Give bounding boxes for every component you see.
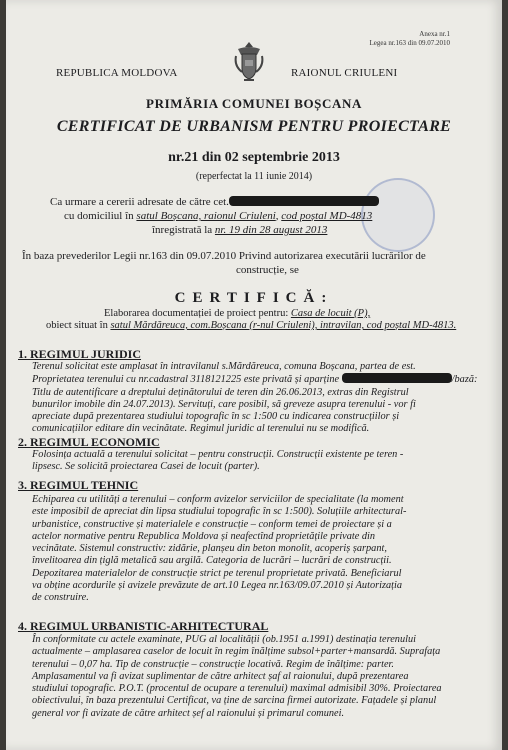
purpose-line-2 (46, 320, 456, 331)
certifies-heading: CERTIFICĂ: (174, 290, 334, 306)
legal-basis-line-1: În baza prevederilor Legii nr.163 din 09.07.2010 Privind autorizarea executării lucrărilor de (22, 250, 426, 262)
juridic-line: Titlu de autentificare a dreptului deținătorului de teren din 26.06.2013, extras din Registrul (32, 386, 409, 398)
tehnic-line: vecinătate. Sistemul constructiv: zidărie, planșeu din beton monolit, acoperiș șarpant, (32, 543, 387, 555)
domicile-value: satul Boșcana, raionul Criuleni (136, 210, 276, 222)
request-line-2: cu domiciliul în satul Boșcana, raionul Criuleni, cod poștal MD-4813 (64, 210, 373, 222)
urbanistic-line: obiectivului, în baza prezentului Certificat, va ține de sarcina firmei autorizate. Fațadele și planul (32, 695, 437, 707)
tehnic-line: Depozitarea materialelor de construcție strict pe terenul proprietate privată. Beneficiarul (32, 567, 402, 579)
section-tehnic-body (32, 494, 482, 605)
section-tehnic-heading: 3. REGIMUL TEHNIC (18, 478, 139, 492)
purpose-object: Casa de locuit (P), (290, 308, 371, 319)
annex-line-1: Anexa nr.1 (419, 30, 450, 38)
juridic-line: Proprietatea terenului cu nr.cadastral 3118121225 este privată și aparține /bază: (32, 374, 478, 386)
urbanistic-line: general vor fi avizate de către arhitect șef al raionului și primarul comunei. (32, 707, 345, 719)
section-urbanistic-heading: 4. REGIMUL URBANISTIC-ARHITECTURAL (18, 619, 269, 633)
juridic-line: bunurilor imobile din 24.07.2013). Servituți, care posibil, să greveze asupra terenului - vor fi (32, 398, 416, 410)
registration-number: nr. 19 din 28 august 2013 (214, 224, 328, 236)
urbanistic-line: actualmente – amplasarea caselor de locuit în regim înălțime subsol+parter+mansardă. Suprafața (32, 646, 441, 658)
institution-name: PRIMĂRIA COMUNEI BOȘCANA (146, 96, 362, 111)
redacted-name (229, 196, 379, 206)
tehnic-line: învelitoarea din țiglă metalică sau argilă. Categoria de lucrări – lucrări de construcții. (32, 555, 392, 567)
urbanistic-line: studiului topografic. P.O.T. (procentul de ocupare a terenului) maximal admisibil 30%. Proiectarea (32, 683, 442, 695)
tehnic-line: va obține acordurile și avizele prevăzute de art.10 Legea nr.163/09.07.2010 și Autorizația (32, 580, 402, 592)
postal-code: cod poștal MD-4813 (281, 210, 373, 222)
urbanistic-line: Amplasamentul va fi avizat suplimentar de către arhitect șaf al raionului, după prezentarea (32, 670, 409, 682)
certificate-number: nr.21 din 02 septembrie 2013 (168, 150, 340, 165)
section-economic-heading: 2. REGIMUL ECONOMIC (18, 435, 160, 449)
request-text: Ca urmare a cererii adresate de către cet. (50, 196, 229, 208)
juridic-tail: /bază: (451, 374, 478, 386)
tehnic-line: actelor normative pentru Republica Moldova și neafectînd proprietățile private din (32, 530, 376, 542)
request-line-1 (50, 196, 379, 208)
juridic-line: comunicațiilor editare din vecinătate. Regimul juridic al terenului nu se modifică. (32, 423, 370, 435)
purpose-line-1 (104, 308, 370, 319)
tehnic-line: este imposibil de apreciat din lipsa studiului topografic în sc 1:500). Soluțiile arhitectural- (32, 506, 407, 518)
section-juridic-heading: 1. REGIMUL JURIDIC (18, 347, 142, 361)
registered-label: înregistrată la (152, 224, 213, 236)
location-label: obiect situat în (46, 320, 108, 331)
legal-basis-line-2: construcție, se (236, 264, 299, 276)
urbanistic-line: terenului – 0,07 ha. Tip de construcție – construcție locativă. Regim de înălțime: parter. (32, 658, 394, 670)
redacted-owner (342, 373, 452, 383)
juridic-line: Terenul solicitat este amplasat în intravilanul s.Mărdăreuca, comuna Boșcana, partea de est. (32, 361, 416, 372)
district-name: RAIONUL CRIULENI (291, 67, 398, 79)
tehnic-line: de construire. (32, 592, 89, 604)
country-name: REPUBLICA MOLDOVA (56, 67, 178, 79)
economic-line: lipsesc. Se solicită proiectarea Casei de locuit (parter). (32, 461, 260, 473)
certificate-title: CERTIFICAT DE URBANISM PENTRU PROIECTARE (56, 118, 452, 135)
annex-line-2: Legea nr.163 din 09.07.2010 (369, 39, 450, 47)
urbanistic-line: În conformitate cu actele examinate, PUG al localității (ob.1951 a.1991) destinația terenului (32, 634, 416, 645)
section-juridic-body (32, 361, 482, 436)
certificate-page (6, 0, 502, 750)
tehnic-line: urbanistice, constructive și materialele e construcție – conform temei de proiectare și a (32, 518, 392, 530)
juridic-line: apreciate după prezentarea studiului topografic în sc 1:500 cu indicarea construcțiilor și (32, 411, 400, 423)
purpose-label: Elaborarea documentației de proiect pentru: (104, 308, 289, 319)
section-urbanistic-body (32, 634, 482, 720)
domicile-label: cu domiciliul în (64, 210, 134, 222)
economic-line: Folosința actuală a terenului solicitat – pentru construcții. Construcții existente pe teren - (32, 449, 404, 460)
reissue-date: (reperfectat la 11 iunie 2014) (195, 171, 313, 182)
section-economic-body (32, 449, 482, 474)
request-line-3 (152, 224, 327, 236)
moldova-coat-of-arms-icon (232, 40, 266, 84)
location-value: satul Mărdăreuca, com.Boșcana (r-nul Criuleni), intravilan, cod poștal MD-4813. (110, 320, 457, 331)
tehnic-line: Echiparea cu utilități a terenului – conform avizelor serviciilor de specialitate (la moment (32, 494, 404, 505)
annex-note (370, 30, 451, 48)
